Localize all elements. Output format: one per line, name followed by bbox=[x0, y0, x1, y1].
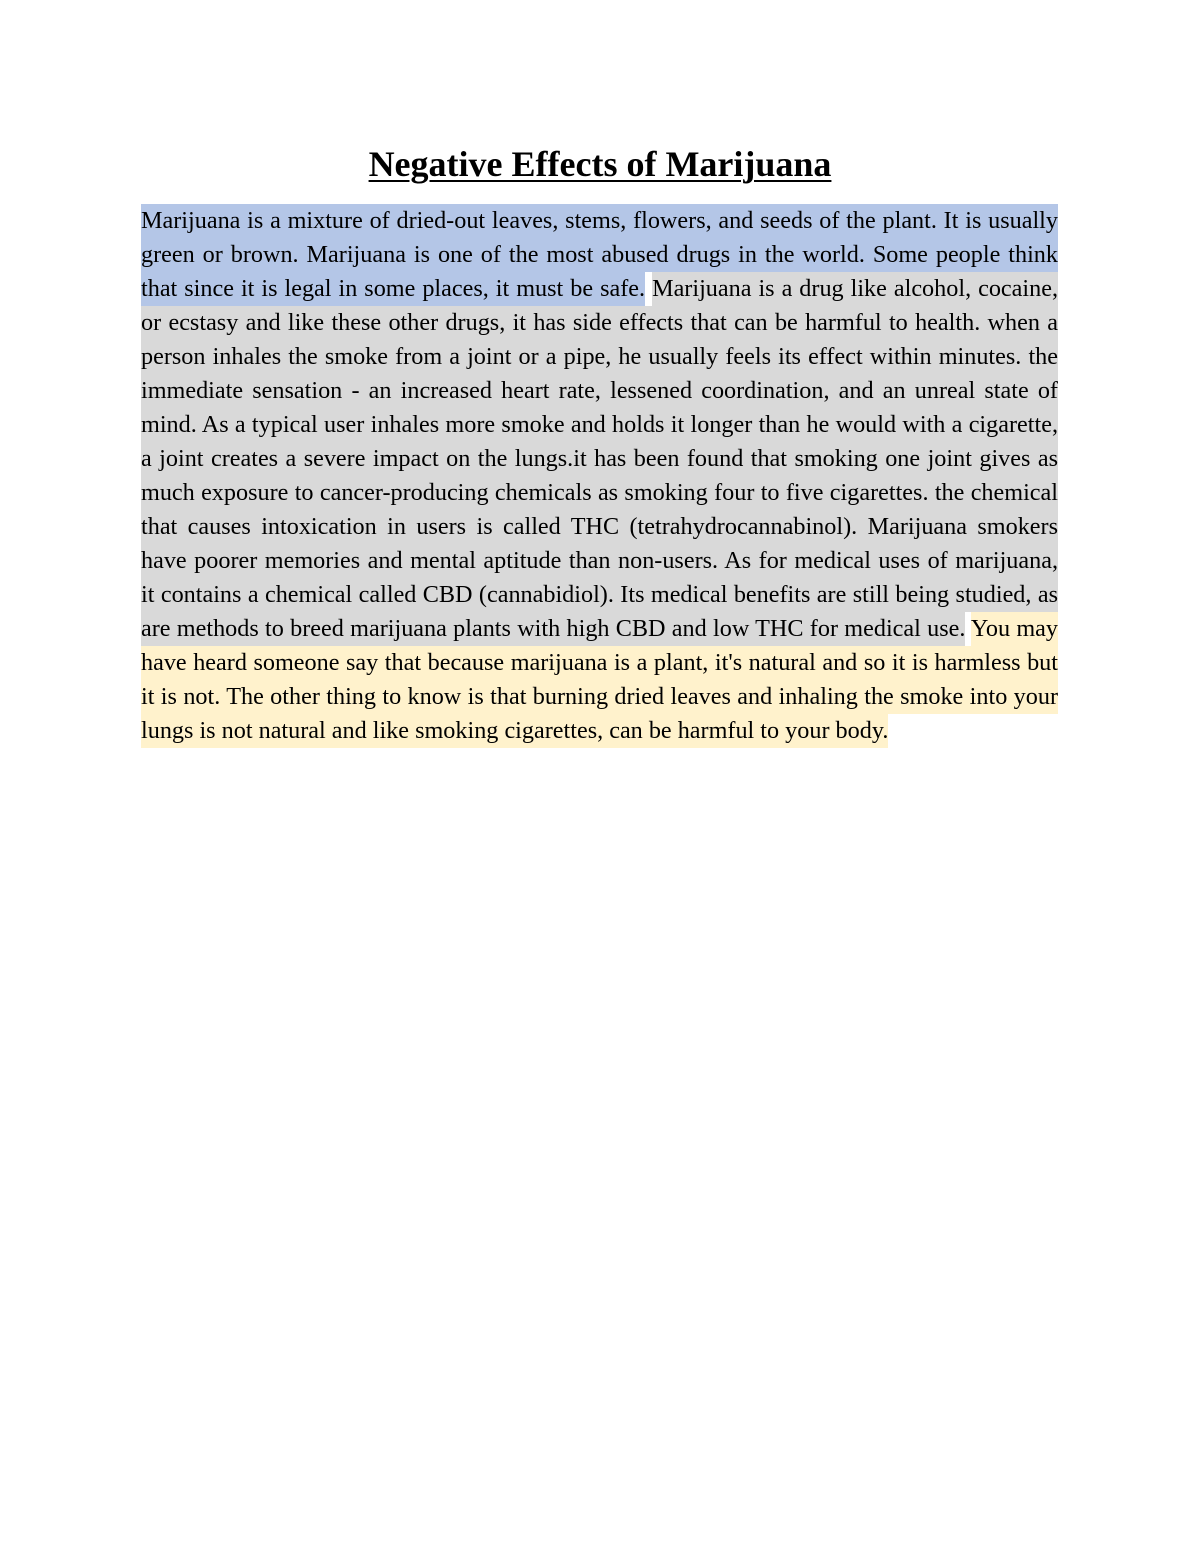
body-paragraph bbox=[141, 204, 1058, 748]
highlighted-text-gray: Marijuana is a drug like alcohol, cocaine, or ecstasy and like these other drugs, it has side effects that can be harmful to health. when a person inhales the smoke from a joint or a pipe, he usually feels its effect within minutes. the immediate sensation - an increased heart rate, lessened coordination, and an unreal state of mind. As a typical user inhales more smoke and holds it longer than he would with a cigarette, a joint creates a severe impact on the lungs.it has been found that smoking one joint gives as much exposure to cancer-producing chemicals as smoking four to five cigarettes. the chemical that causes intoxication in users is called THC (tetrahydrocannabinol). Marijuana smokers have poorer memories and mental aptitude than non-users. As for medical uses of marijuana, it contains a chemical called CBD (cannabidiol). Its medical benefits are still being studied, as are methods to breed marijuana plants with high CBD and low THC for medical use. bbox=[141, 272, 1058, 646]
highlighted-text-blue: Marijuana is a mixture of dried-out leaves, stems, flowers, and seeds of the plant. It is usually green or brown. Marijuana is one of the most abused drugs in the world. Some people think that since it is legal in some places, it must be safe. bbox=[141, 204, 1058, 306]
highlighted-text-yellow: You may have heard someone say that because marijuana is a plant, it's natural and so it is harmless but it is not. The other thing to know is that burning dried leaves and inhaling the smoke into your lungs is not natural and like smoking cigarettes, can be harmful to your body. bbox=[141, 612, 1058, 748]
document-title: Negative Effects of Marijuana bbox=[368, 144, 832, 184]
